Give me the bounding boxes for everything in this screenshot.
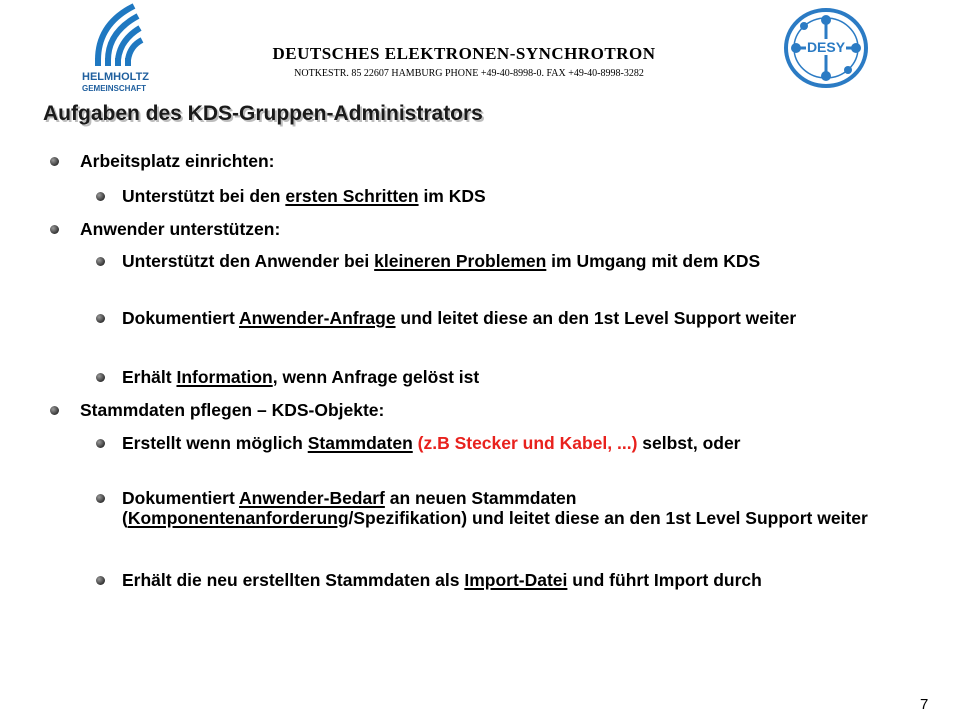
item-text: Erhält bbox=[122, 367, 177, 387]
item-text: Anwender unterstützen: bbox=[80, 219, 281, 239]
org-address: NOTKESTR. 85 22607 HAMBURG PHONE +49-40-8998-0. FAX +49-40-8998-3282 bbox=[294, 68, 644, 79]
list-item bbox=[122, 433, 922, 453]
item-text: im KDS bbox=[418, 186, 486, 206]
bullet-icon bbox=[96, 192, 105, 201]
desy-logo bbox=[776, 6, 876, 90]
bullet-icon bbox=[96, 439, 105, 448]
item-text: Unterstützt den Anwender bei bbox=[122, 251, 375, 271]
helmholtz-logo-line2: GEMEINSCHAFT bbox=[82, 84, 146, 93]
item-text: Dokumentiert bbox=[122, 488, 240, 508]
bullet-icon bbox=[96, 257, 105, 266]
item-text: Erstellt wenn möglich bbox=[122, 433, 308, 453]
item-text: Arbeitsplatz einrichten: bbox=[80, 151, 275, 171]
page-number: 7 bbox=[920, 696, 929, 713]
item-text: Unterstützt bei den bbox=[122, 186, 286, 206]
underlined-term: Anwender-Bedarf bbox=[239, 488, 385, 508]
list-item bbox=[122, 251, 922, 271]
list-item bbox=[80, 400, 384, 420]
item-text: an neuen Stammdaten ( bbox=[122, 488, 577, 528]
item-text: Stammdaten pflegen – KDS-Objekte: bbox=[80, 400, 385, 420]
item-text: und führt Import durch bbox=[567, 570, 762, 590]
item-text: und leitet diese an den 1st Level Support weiter bbox=[395, 308, 797, 328]
helmholtz-logo-line1: HELMHOLTZ bbox=[82, 71, 150, 83]
list-item bbox=[122, 308, 922, 328]
underlined-term: Komponentenanforderung bbox=[127, 508, 349, 528]
list-item bbox=[80, 219, 280, 239]
item-text: selbst, oder bbox=[637, 433, 741, 453]
underlined-term: ersten Schritten bbox=[285, 186, 419, 206]
list-item bbox=[80, 151, 274, 171]
bullet-icon bbox=[96, 314, 105, 323]
bullet-icon bbox=[50, 157, 59, 166]
desy-logo-text: DESY bbox=[806, 39, 846, 55]
item-text: Dokumentiert bbox=[122, 308, 240, 328]
list-item bbox=[122, 488, 922, 528]
underlined-term: kleineren Problemen bbox=[374, 251, 547, 271]
bullet-icon bbox=[50, 225, 59, 234]
org-name: DEUTSCHES ELEKTRONEN-SYNCHROTRON bbox=[272, 44, 656, 63]
underlined-term: Anwender-Anfrage bbox=[239, 308, 396, 328]
bullet-icon bbox=[50, 406, 59, 415]
underlined-term: Stammdaten bbox=[307, 433, 413, 453]
bullet-icon bbox=[96, 576, 105, 585]
bullet-icon bbox=[96, 373, 105, 382]
underlined-term: Information bbox=[176, 367, 273, 387]
item-text: , wenn Anfrage gelöst ist bbox=[272, 367, 480, 387]
list-item bbox=[122, 186, 922, 206]
list-item bbox=[122, 570, 922, 590]
slide-title: Aufgaben des KDS-Gruppen-Administrators bbox=[43, 102, 483, 125]
list-item bbox=[122, 367, 922, 387]
bullet-icon bbox=[96, 494, 105, 503]
item-text: Erhält die neu erstellten Stammdaten als bbox=[122, 570, 465, 590]
highlighted-example: (z.B Stecker und Kabel, ...) bbox=[412, 433, 638, 453]
item-text: im Umgang mit dem KDS bbox=[546, 251, 761, 271]
item-text: /Spezifikation) und leitet diese an den 1st Level Support weiter bbox=[348, 508, 868, 528]
underlined-term: Import-Datei bbox=[464, 570, 568, 590]
